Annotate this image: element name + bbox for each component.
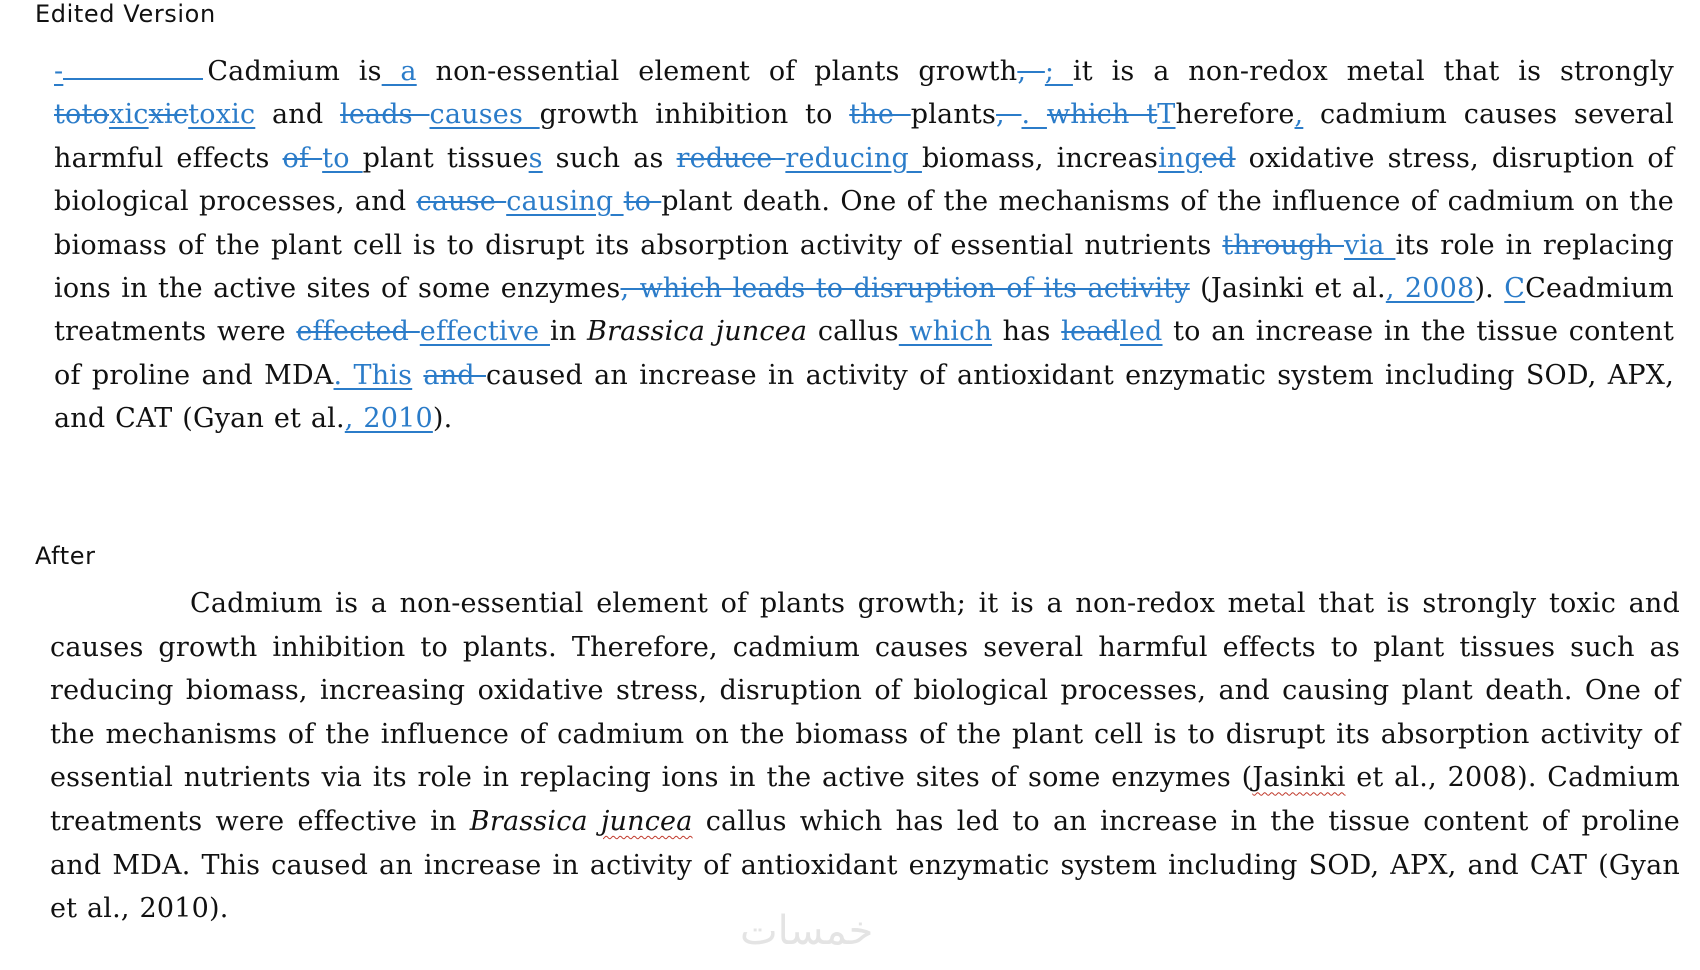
- deleted-text: cause: [416, 186, 507, 218]
- deleted-text: toto: [54, 99, 110, 131]
- text-run: Ceadmium: [1525, 273, 1674, 305]
- text-run: (Jasinki et al.: [1189, 273, 1386, 305]
- edited-paragraph: [54, 50, 1674, 441]
- deleted-text: reduce: [676, 142, 786, 174]
- inserted-text: s: [528, 142, 543, 174]
- text-run: plant tissue: [362, 142, 529, 174]
- text-run: such as: [542, 142, 677, 174]
- text-run: growth inhibition to: [539, 99, 850, 131]
- inserted-text: . This: [333, 359, 413, 391]
- watermark: خمسات: [740, 908, 874, 954]
- text-run: plant death. One of the mechanisms of the influence of cadmium on the biomass of the plant cell is to disrupt its absorption activity of essential nutrients: [54, 186, 1674, 261]
- text-run: et al., 2008). Cadmium treatments were effective in: [50, 762, 1680, 837]
- deleted-text: ,: [996, 99, 1022, 131]
- inserted-text: reducing: [785, 142, 922, 174]
- inserted-text: ;: [1044, 56, 1073, 87]
- text-run: its role in replacing ions in the active sites of some enzymes: [54, 229, 1674, 305]
- italic-text: Brassica: [469, 805, 588, 837]
- inserted-text: to: [322, 142, 363, 174]
- inserted-text: causing: [506, 186, 624, 218]
- deleted-text: effected: [296, 316, 420, 348]
- inserted-text: causes: [429, 99, 540, 131]
- italic-spellcheck-text: juncea: [600, 805, 693, 837]
- inserted-text: via: [1344, 229, 1396, 261]
- text-run: cadmium causes several harmful effects: [54, 99, 1675, 174]
- deleted-text: through: [1222, 229, 1345, 261]
- inserted-text: , 2010: [344, 403, 433, 435]
- text-run: treatments were: [54, 316, 297, 348]
- inserted-text: toxic: [188, 99, 256, 131]
- after-paragraph-body: [50, 588, 1680, 924]
- lead-dash: -: [54, 56, 64, 87]
- deleted-text: leads: [339, 99, 430, 131]
- inserted-text: , 2008: [1385, 273, 1475, 305]
- inserted-text: .: [1021, 99, 1047, 131]
- text-run: plants: [910, 99, 997, 131]
- inserted-text: C: [1504, 273, 1526, 305]
- inserted-text: a: [381, 56, 417, 87]
- text-run: callus: [807, 316, 899, 348]
- after-paragraph: [50, 582, 1680, 931]
- deleted-text: , which leads to disruption of its activity: [620, 273, 1190, 305]
- deleted-text: the: [849, 99, 911, 131]
- heading-after: After: [35, 542, 96, 570]
- inserted-text: which: [898, 316, 993, 348]
- inserted-text: xic: [109, 99, 149, 131]
- inserted-text: T: [1157, 99, 1176, 131]
- inserted-text: effective: [419, 316, 550, 348]
- deleted-text: of: [282, 142, 323, 174]
- inserted-text: ,: [1294, 99, 1304, 131]
- text-run: herefore: [1175, 99, 1295, 131]
- inserted-text: led: [1120, 316, 1163, 348]
- text-run: callus which has led to an increase in the tissue content of proline and MDA. This caused an increase in activity of antioxidant enzymatic system including SOD, APX, and CAT (Gyan et al., 2010).: [50, 805, 1680, 925]
- text-run: to an increase in the tissue content of proline and MDA: [54, 316, 1675, 391]
- text-run: non-essential element of plants growth: [416, 56, 1018, 87]
- text-run: and: [255, 99, 340, 131]
- deleted-text: ,: [1017, 56, 1045, 87]
- text-run: in: [549, 316, 588, 348]
- deleted-text: lead: [1061, 316, 1121, 348]
- text-run: [588, 806, 601, 837]
- deleted-text: and: [423, 359, 486, 391]
- text-run: Cadmium is: [207, 56, 382, 87]
- text-run: caused an increase in activity of antioxidant enzymatic system including SOD, APX, and CAT (Gyan et al.: [54, 359, 1674, 435]
- text-run: oxidative stress, disruption of biological processes, and: [54, 142, 1674, 218]
- tab-marker: [63, 60, 203, 80]
- deleted-text: which t: [1046, 99, 1158, 131]
- deleted-text: xic: [148, 99, 189, 131]
- italic-text: Brassica juncea: [587, 316, 808, 348]
- text-run: ).: [1474, 273, 1505, 305]
- deleted-text: to: [623, 186, 662, 218]
- inserted-text: ing: [1158, 142, 1202, 174]
- text-run: ).: [432, 403, 453, 435]
- text-run: Cadmium is a non-essential element of plants growth; it is a non-redox metal that is strongly toxic and causes growth inhibition to plants. Therefore, cadmium causes several harmful effects to plant tissues such as reducing biomass, increasing oxidative stress, disruption of biological processes, and causing plant death. One of the mechanisms of the influence of cadmium on the biomass of the plant cell is to disrupt its absorption activity of essential nutrients via its role in replacing ions in the active sites of some enzymes (: [50, 588, 1680, 794]
- edited-paragraph-body: [54, 56, 1674, 434]
- text-run: [412, 360, 423, 391]
- text-run: it is a non-redox metal that is strongly: [1072, 56, 1674, 87]
- text-run: has: [992, 316, 1062, 348]
- text-run: biomass, increas: [921, 142, 1159, 174]
- heading-edited-version: Edited Version: [35, 0, 216, 28]
- spellcheck-text: Jasinki: [1252, 762, 1346, 794]
- deleted-text: ed: [1201, 142, 1236, 174]
